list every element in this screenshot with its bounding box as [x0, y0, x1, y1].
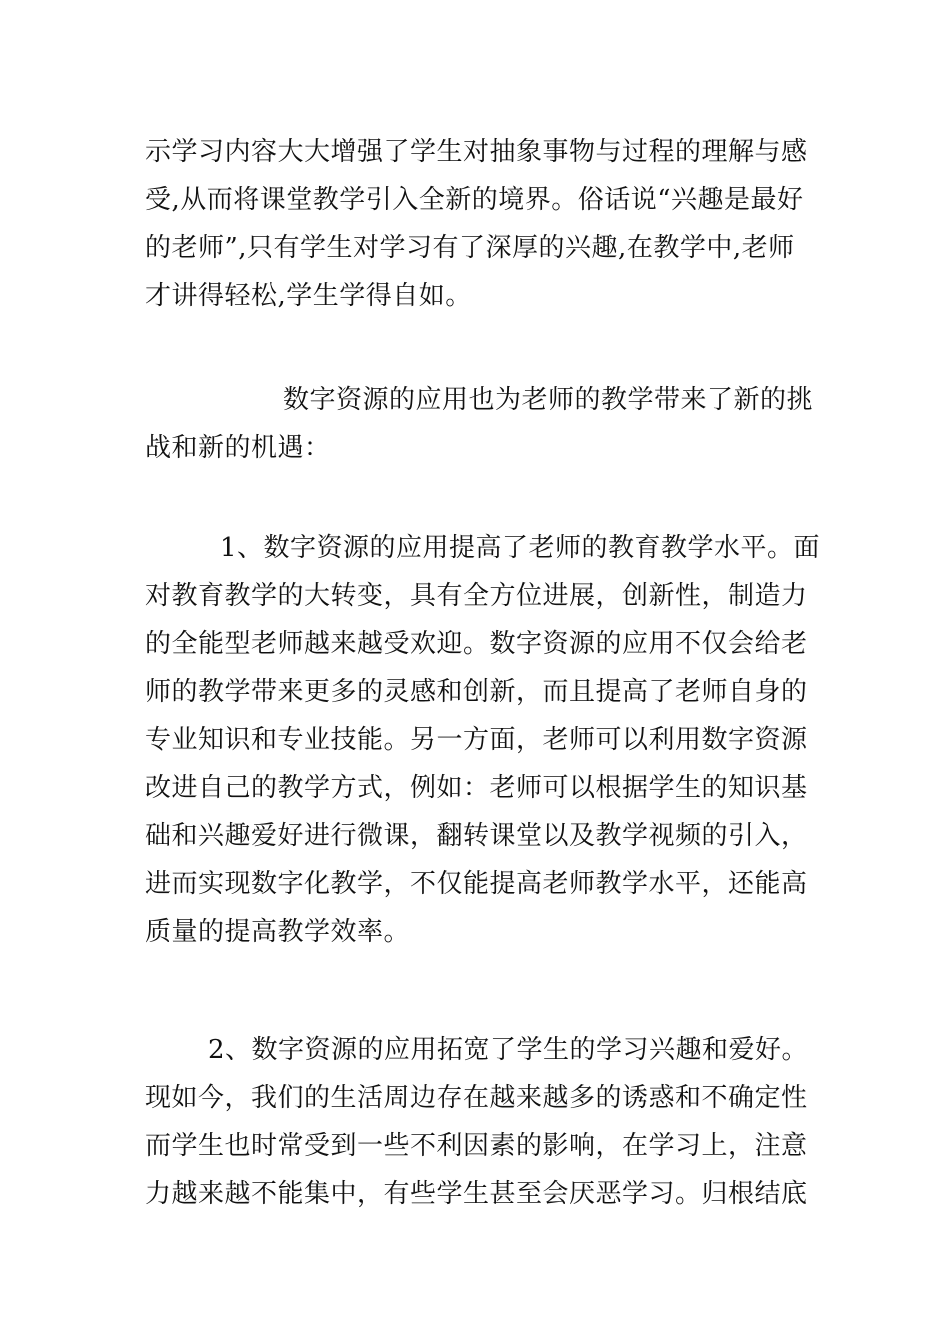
text-line: 而学生也时常受到一些不利因素的影响，在学习上，注意: [145, 1131, 808, 1161]
text-line: 质量的提高教学效率。: [145, 917, 411, 947]
text-line: 示学习内容大大增强了学生对抽象事物与过程的理解与感: [145, 137, 808, 167]
text-line: 才讲得轻松,学生学得自如。: [145, 281, 472, 311]
text-line: 数字资源的应用也为老师的教学带来了新的挑: [283, 385, 814, 415]
text-line: 专业知识和专业技能。另一方面，老师可以利用数字资源: [145, 725, 808, 755]
text-line: 础和兴趣爱好进行微课，翻转课堂以及教学视频的引入，: [145, 821, 808, 851]
text-line: 1、数字资源的应用提高了老师的教育教学水平。面: [220, 533, 821, 563]
paragraph-point-2: [145, 1026, 810, 1218]
paragraph-point-1: [145, 524, 821, 956]
text-line: 改进自己的教学方式，例如：老师可以根据学生的知识基: [145, 773, 808, 803]
text-line: 的全能型老师越来越受欢迎。数字资源的应用不仅会给老: [145, 629, 808, 659]
text-line: 的老师”,只有学生对学习有了深厚的兴趣,在教学中,老师: [145, 233, 795, 263]
text-line: 师的教学带来更多的灵感和创新，而且提高了老师自身的: [145, 677, 808, 707]
paragraph-intro: [145, 376, 814, 472]
text-line: 现如今，我们的生活周边存在越来越多的诱惑和不确定性: [145, 1083, 808, 1113]
text-line: 受,从而将课堂教学引入全新的境界。俗话说“兴趣是最好: [145, 185, 804, 215]
text-line: 力越来越不能集中，有些学生甚至会厌恶学习。归根结底: [145, 1179, 808, 1209]
text-line: 对教育教学的大转变，具有全方位进展，创新性，制造力: [145, 581, 808, 611]
text-line: 进而实现数字化教学，不仅能提高老师教学水平，还能高: [145, 869, 808, 899]
text-line: 战和新的机遇：: [145, 433, 331, 463]
text-line: 2、数字资源的应用拓宽了学生的学习兴趣和爱好。: [208, 1035, 809, 1065]
paragraph-continuation: [145, 128, 810, 320]
